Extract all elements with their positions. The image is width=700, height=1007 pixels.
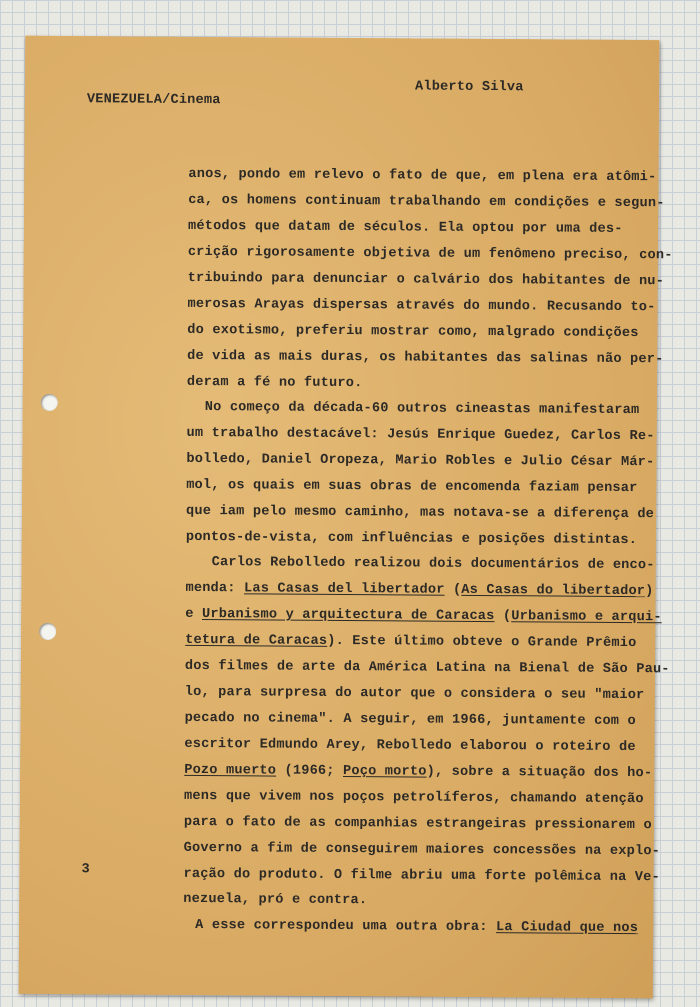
- text-line: [187, 323, 638, 341]
- text-span: lo, para surpresa do autor que o considera o seu "maior: [184, 684, 645, 704]
- text-span: No começo da década-60 outros cineastas manifestaram: [204, 400, 640, 419]
- text-span: ca, os homens continuam trabalhando em condições e segun-: [188, 192, 665, 212]
- text-span: deram a fé no futuro.: [186, 374, 363, 392]
- document-header: VENEZUELA/Cinema: [86, 92, 221, 109]
- text-line: [186, 478, 637, 496]
- text-line: [187, 426, 655, 444]
- text-span: dos filmes de arte da América Latina na Bienal de São Pau-: [184, 658, 670, 678]
- document-page: [19, 36, 673, 998]
- text-line: [184, 737, 635, 755]
- text-line: [186, 452, 654, 470]
- text-span: que iam pelo mesmo caminho, mas notava-se a diferença de: [185, 503, 655, 523]
- text-line: [184, 763, 652, 781]
- text-span: ): [645, 584, 654, 600]
- text-span: Governo a fim de conseguirem maiores concessões na explo-: [183, 840, 661, 860]
- text-span: métodos que datam de séculos. Ela optou por uma des-: [187, 218, 623, 237]
- text-line: [188, 245, 673, 263]
- text-span: merosas Arayas dispersas através do mundo. Recusando to-: [187, 296, 656, 316]
- underlined-title: As Casas do libertador: [461, 582, 646, 600]
- text-span: um trabalho destacável: Jesús Enrique Guedez, Carlos Re-: [186, 425, 655, 445]
- underlined-title: Las Casas del libertador: [243, 581, 445, 598]
- text-span: nezuela, pró e contra.: [183, 891, 368, 909]
- punch-hole-top: [41, 394, 58, 411]
- text-span: de vida as mais duras, os habitantes das salinas não per-: [187, 348, 664, 368]
- text-line: [212, 555, 655, 573]
- page-number: 3: [81, 862, 90, 878]
- text-line: [185, 685, 645, 703]
- author-name: Alberto Silva: [414, 79, 524, 96]
- text-span: ração do produto. O filme abriu uma forte polêmica na Ve-: [183, 866, 660, 886]
- text-span: menda:: [185, 580, 245, 597]
- text-line: [185, 607, 661, 625]
- text-span: ), sobre a situação dos ho-: [426, 764, 653, 782]
- text-span: A esse correspondeu uma outra obra:: [195, 918, 497, 936]
- text-line: [183, 892, 367, 908]
- underlined-title: Pozo muerto: [184, 762, 277, 779]
- text-line: [195, 918, 638, 936]
- text-span: pecado no cinema". A seguir, em 1966, juntamente com o: [184, 710, 636, 730]
- punch-hole-bottom: [39, 623, 56, 640]
- text-span: escritor Edmundo Arey, Rebolledo elaborou o roteiro de: [184, 736, 636, 756]
- text-span: (: [494, 609, 512, 625]
- text-span: (: [444, 582, 462, 598]
- text-line: [186, 530, 637, 548]
- text-span: crição rigorosamente objetiva de um fenômeno preciso, con-: [187, 244, 673, 264]
- text-span: pontos-de-vista, com influências e posições distintas.: [185, 529, 638, 549]
- text-line: [185, 711, 636, 729]
- text-span: do exotismo, preferiu mostrar como, malgrado condições: [187, 322, 639, 342]
- underlined-title: tetura de Caracas: [185, 632, 328, 649]
- text-line: [188, 219, 623, 237]
- underlined-title: Poço morto: [342, 764, 427, 780]
- text-span: mol, os quais em suas obras de encomenda faziam pensar: [186, 477, 638, 497]
- text-span: (1966;: [276, 763, 344, 780]
- underlined-title: La Ciudad que nos: [495, 920, 639, 937]
- text-line: [188, 271, 664, 289]
- text-line: [187, 349, 663, 367]
- text-span: tribuindo para denunciar o calvário dos habitantes de nu-: [187, 270, 665, 290]
- text-span: mens que vivem nos poços petrolíferos, chamando atenção: [183, 788, 644, 808]
- text-line: [187, 297, 655, 315]
- text-span: ). Este último obteve o Grande Prêmio: [327, 633, 637, 652]
- underlined-title: Urbanismo e arqui-: [511, 609, 662, 626]
- text-line: [186, 504, 654, 522]
- text-span: para o fato de as companhias estrangeiras pressionarem o: [183, 814, 652, 834]
- text-span: e: [185, 606, 203, 623]
- text-line: [205, 400, 640, 418]
- text-line: [185, 633, 636, 651]
- text-line: [185, 581, 653, 599]
- text-line: [185, 659, 670, 677]
- text-line: [188, 193, 664, 211]
- text-span: bolledo, Daniel Oropeza, Mario Robles e Julio César Már-: [186, 451, 655, 471]
- text-line: [184, 815, 652, 833]
- text-line: [184, 789, 644, 807]
- text-line: [187, 375, 363, 391]
- text-span: Carlos Rebolledo realizou dois documentários de enco-: [211, 555, 655, 574]
- text-line: [188, 167, 656, 185]
- text-line: [183, 867, 659, 885]
- text-line: [184, 841, 660, 859]
- text-span: anos, pondo em relevo o fato de que, em plena era atômi-: [188, 166, 657, 186]
- underlined-title: Urbanismo y arquitectura de Caracas: [201, 607, 495, 625]
